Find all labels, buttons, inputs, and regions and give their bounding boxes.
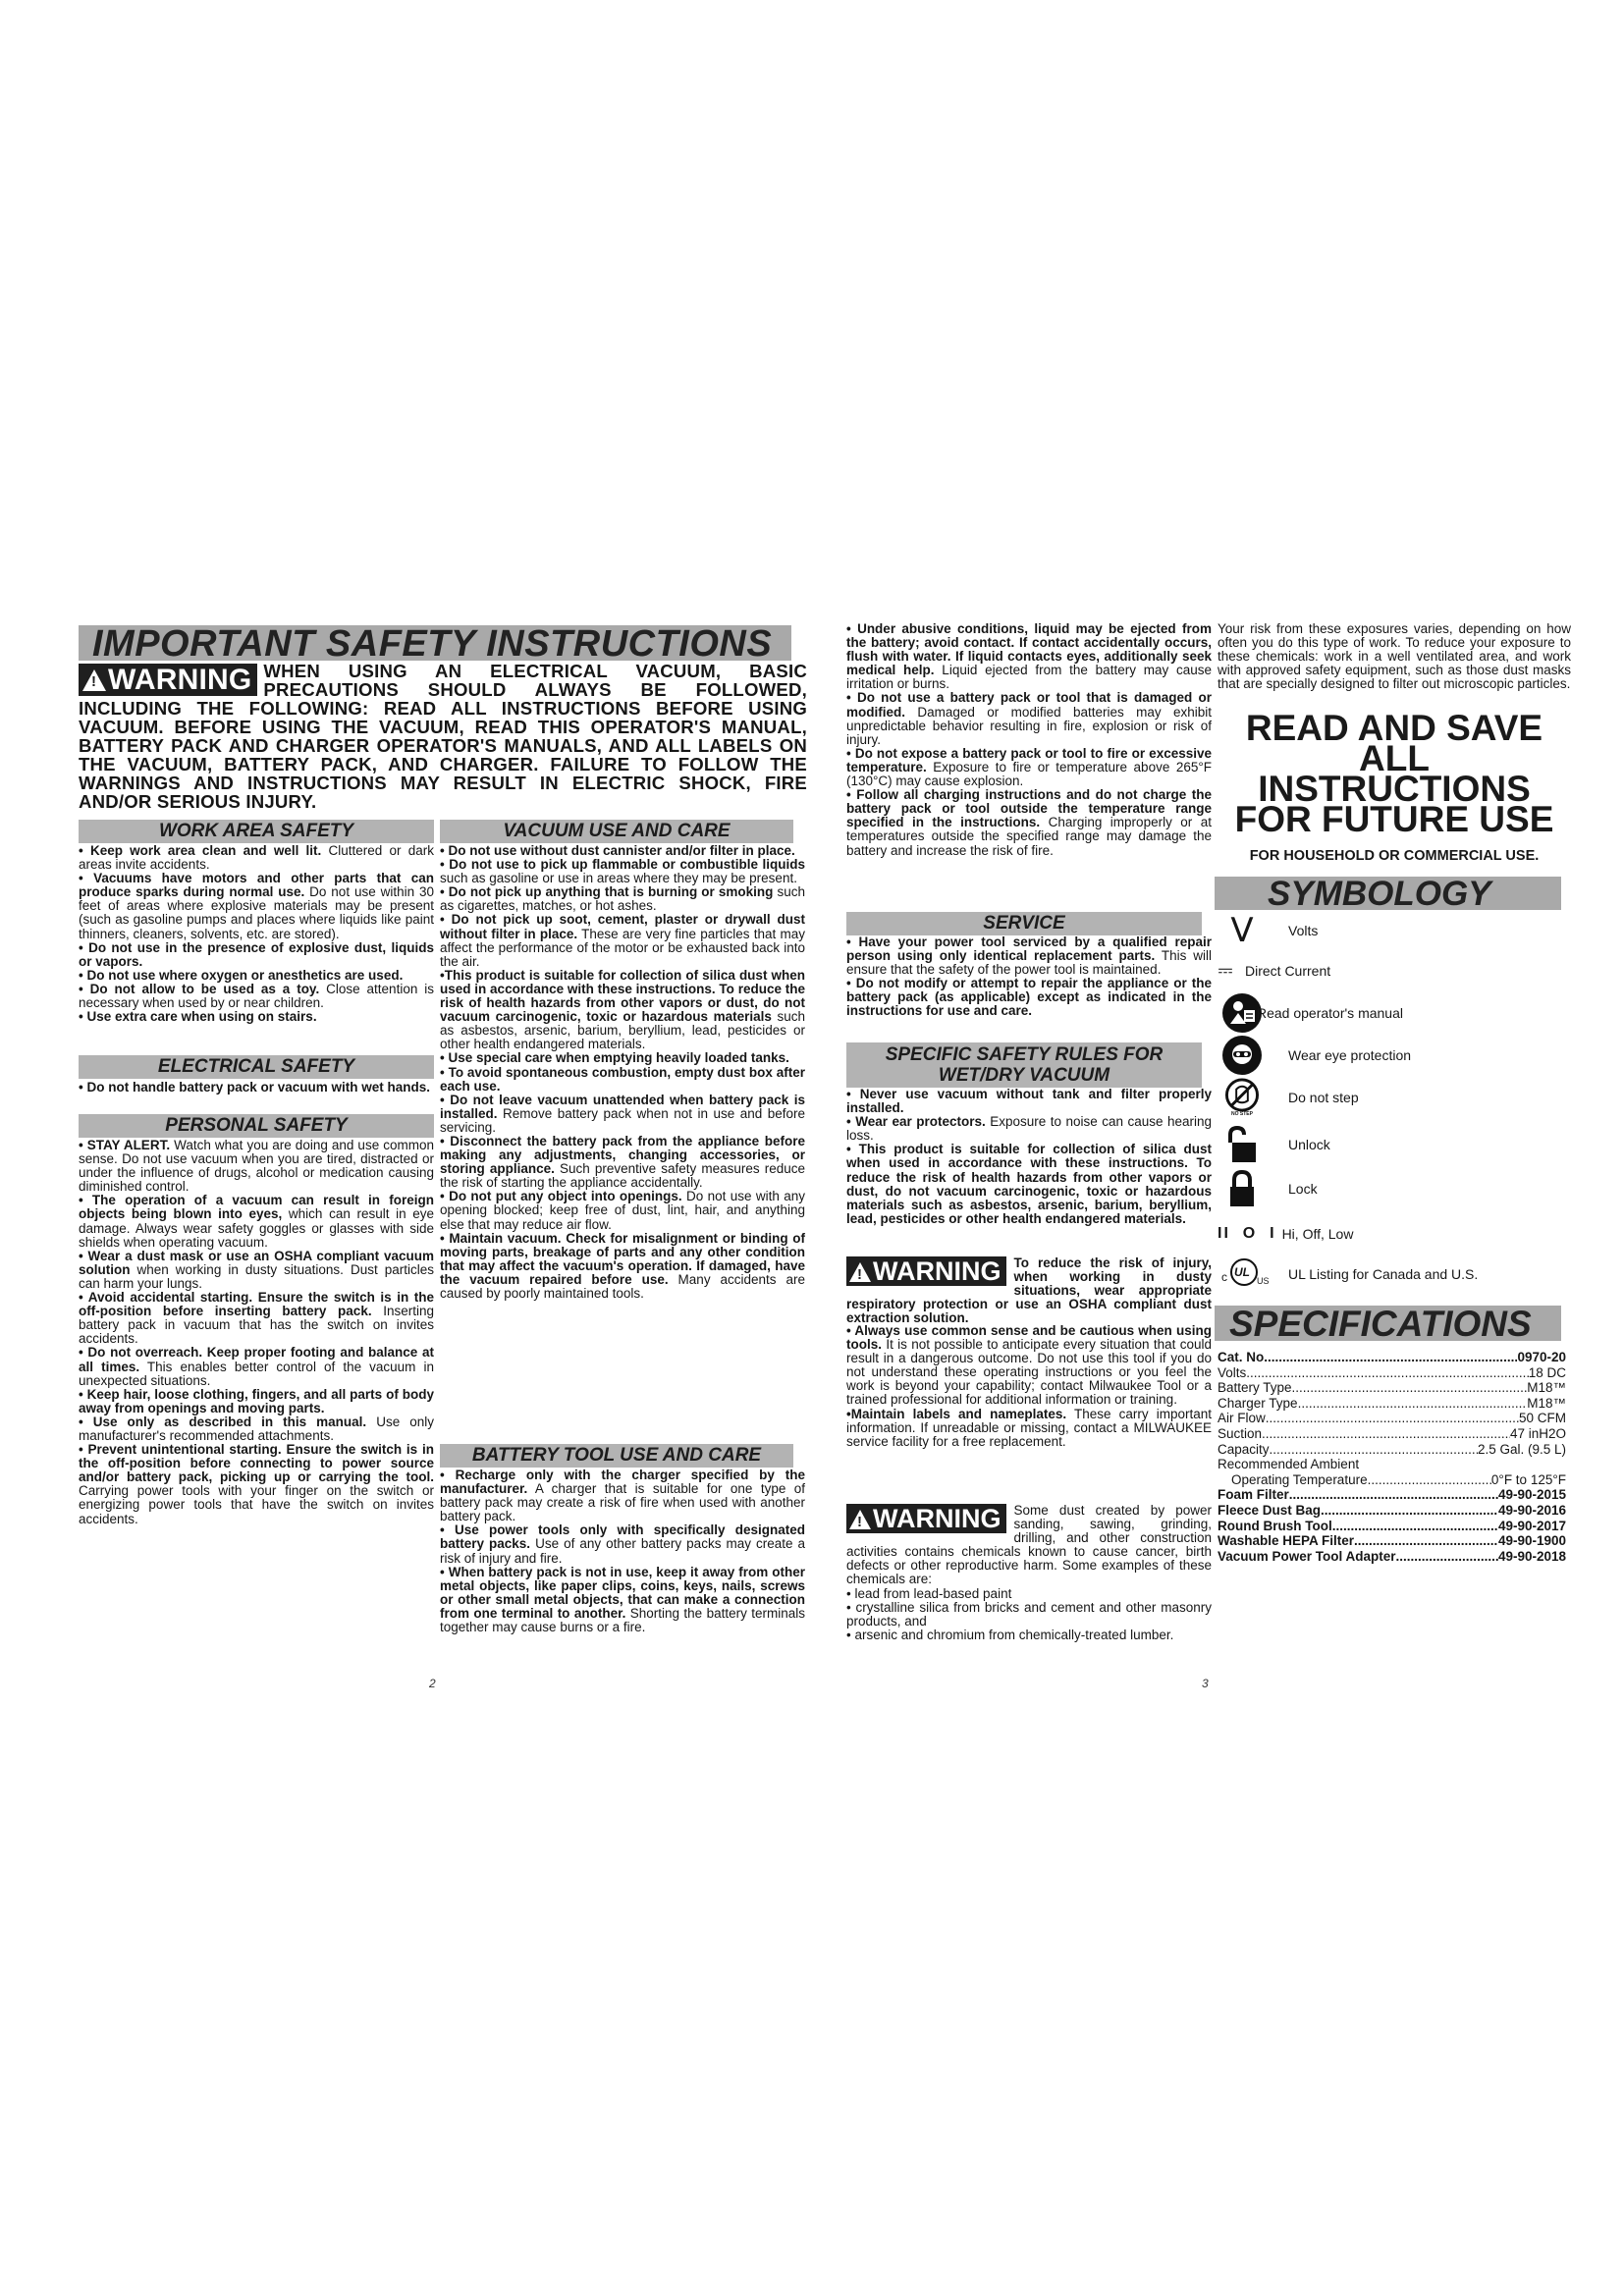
list-item: • Follow all charging instructions and do not charge the battery pack or tool outside the temperature range specified in the instructions. Charging improperly or at temperatures outside the specified range may damage the battery and increase the risk of fire. — [846, 787, 1212, 858]
spec-row: Suction ..... 47 inH2O — [1218, 1426, 1566, 1442]
list-item: •Maintain labels and nameplates. These carry important information. If unreadable or missing, contact a MILWAUKEE service facility for a free replacement. — [846, 1406, 1212, 1449]
list-item: • The operation of a vacuum can result in foreign objects being blown into eyes, which can result in eye damage. Always wear safety goggles or glasses with side shields when operating vacuum. — [79, 1193, 435, 1250]
section-work-area-safety: WORK AREA SAFETY — [79, 820, 434, 843]
spec-row: Volts ..... 18 DC — [1218, 1365, 1566, 1381]
warning-triangle-icon — [82, 669, 106, 691]
list-item: • Do not modify or attempt to repair the appliance or the battery pack (as applicable) except as indicated in the instructions for use and care. — [846, 976, 1212, 1019]
section-specific-safety-rules: SPECIFIC SAFETY RULES FOR WET/DRY VACUUM — [846, 1042, 1202, 1088]
spec-row: Washable HEPA Filter ..... 49-90-1900 — [1218, 1533, 1566, 1549]
spec-row: Vacuum Power Tool Adapter ..... 49-90-2018 — [1218, 1549, 1566, 1565]
list-item: • Do not use where oxygen or anesthetics are used. — [79, 967, 404, 983]
list-item: •This product is suitable for collection of silica dust when used in accordance with these instructions. To reduce the risk of health hazards from other vapors or dust, do not vacuum carcinogenic, toxic or hazardous materials such as asbestos, arsenic, barium, beryllium, lead, pesticides or other health endangered materials. — [440, 967, 805, 1052]
list-item: • Do not put any object into openings. Do not use with any opening blocked; keep free of dust, lint, hair, and anything else that may reduce air flow. — [440, 1189, 805, 1232]
spec-row: Foam Filter ..... 49-90-2015 — [1218, 1487, 1566, 1503]
personal-list — [79, 1139, 434, 1526]
section-battery-tool-use: BATTERY TOOL USE AND CARE — [440, 1444, 793, 1468]
symbol-row: II O I Hi, Off, Low — [1218, 1214, 1353, 1254]
list-item: • Use only as described in this manual. Use only manufacturer's recommended attachments. — [79, 1414, 434, 1443]
list-item: • Keep work area clean and well lit. Cluttered or dark areas invite accidents. — [79, 843, 435, 873]
spec-row: Operating Temperature ..... 0°F to 125°F — [1218, 1472, 1566, 1488]
list-item: • This product is suitable for collection of silica dust when used in accordance with these instructions. To reduce the risk of health hazards from other vapors or dust, do not vacuum carcinogenic, toxic or hazardous materials such as asbestos, arsenic, barium, beryllium, lead, pesticides or other health endangered materials. — [846, 1142, 1212, 1226]
list-item: • Do not use without dust cannister and/or filter in place. — [440, 843, 795, 858]
list-item: • Always use common sense and be cautious when using tools. It is not possible to anticipate every situation that could result in a dangerous outcome. Do not use this tool if you do not understand these operating instructions or you feel the work is beyond your capability; contact Milwaukee Tool or a trained professional for additional information or training. — [846, 1323, 1212, 1408]
spec-row: Fleece Dust Bag ..... 49-90-2016 — [1218, 1503, 1566, 1519]
symbol-row: Lock — [1218, 1169, 1318, 1208]
ul-listing-icon: c UL US — [1218, 1255, 1267, 1294]
page-number: 3 — [1202, 1677, 1209, 1690]
list-item: • Prevent unintentional starting. Ensure the switch is in the off-position before connecting to power source and/or battery pack, picking up or carrying the tool. Carrying power tools with your finger on the switch or energizing power tools that have the switch on invites accidents. — [79, 1442, 434, 1526]
symbol-row: c UL US UL Listing for Canada and U.S. — [1218, 1255, 1478, 1294]
list-item: • Wear ear protectors. Exposure to noise can cause hearing loss. — [846, 1114, 1212, 1144]
list-item: • lead from lead-based paint — [846, 1585, 1012, 1601]
intro-warning-text: !WARNING WHEN USING AN ELECTRICAL VACUUM, BASIC PRECAUTIONS SHOULD ALWAYS BE FOLLOWED, INCLUDING THE FOLLOWING: READ ALL INSTRUCTIONS BEFORE USING VACUUM. BEFORE USING THE VACUUM, READ THIS OPERATOR'S MANUAL, BATTERY PACK AND CHARGER OPERATOR'S MANUALS, AND ALL LABELS ON THE VACUUM, BATTERY PACK, AND CHARGER. FAILURE TO FOLLOW THE WARNINGS AND INSTRUCTIONS MAY RESULT IN ELECTRIC SHOCK, FIRE AND/OR SERIOUS INJURY. — [79, 662, 807, 811]
specific-list-continued — [846, 1324, 1212, 1449]
electrical-list — [79, 1081, 434, 1095]
read-and-save: READ AND SAVE ALL INSTRUCTIONS FOR FUTURE USE — [1234, 708, 1554, 839]
list-item: • Do not expose a battery pack or tool to fire or excessive temperature. Exposure to fire or temperature above 265°F (130°C) may cause explosion. — [846, 745, 1212, 789]
list-item: • Vacuums have motors and other parts that can produce sparks during normal use. Do not use within 30 feet of areas where explosive materials may be present (such as gasoline pumps and places where liquids like paint thinners, cleaners, solvents, etc. are stored). — [79, 871, 434, 941]
list-item: • To avoid spontaneous combustion, empty dust box after each use. — [440, 1064, 805, 1094]
spec-row: Recommended Ambient — [1218, 1457, 1360, 1472]
hi-off-low-symbol: II O I — [1218, 1225, 1276, 1242]
specifications-table — [1218, 1350, 1566, 1564]
chemical-warning-text: Some dust created by power sanding, sawing, grinding, drilling, and other construction activities contains chemicals known to cause cancer, birth defects or other reproductive harm. Some examples of these chemicals are: — [846, 1503, 1212, 1587]
battery-list — [440, 1468, 805, 1634]
warning-triangle-icon — [849, 1510, 871, 1529]
list-item: • Have your power tool serviced by a qualified repair person using only identical replacement parts. This will ensure that the safety of the power tool is maintained. — [846, 934, 1213, 978]
warning-triangle-icon — [849, 1262, 871, 1282]
symbol-row: Read operator's manual — [1218, 993, 1403, 1033]
list-item: • Do not use a battery pack or tool that is damaged or modified. Damaged or modified batteries may exhibit unpredictable behavior resulting in fire, explosion or risk of injury. — [846, 690, 1212, 747]
vacuum-use-list — [440, 844, 805, 1301]
direct-current-symbol — [1218, 951, 1233, 990]
specifications-title: SPECIFICATIONS — [1215, 1306, 1561, 1341]
warning-badge: !WARNING — [846, 1504, 1006, 1533]
list-item: • Never use vacuum without tank and filter properly installed. — [846, 1087, 1212, 1116]
section-electrical-safety: ELECTRICAL SAFETY — [79, 1055, 434, 1079]
symbol-row: NO STEP Do not step — [1218, 1078, 1359, 1117]
spec-row: Battery Type ..... M18™ — [1218, 1380, 1566, 1396]
chemical-list — [846, 1587, 1212, 1642]
specific-list — [846, 1088, 1212, 1226]
list-item: • Wear a dust mask or use an OSHA compliant vacuum solution when working in dusty situations. Dust particles can harm your lungs. — [79, 1248, 434, 1291]
spec-row: Capacity ..... 2.5 Gal. (9.5 L) — [1218, 1442, 1566, 1458]
section-vacuum-use-and-care: VACUUM USE AND CARE — [440, 820, 793, 843]
list-item: • Keep hair, loose clothing, fingers, and all parts of body away from openings and moving parts. — [79, 1386, 434, 1415]
work-area-list — [79, 844, 434, 1024]
list-item: • Do not handle battery pack or vacuum with wet hands. — [79, 1080, 431, 1095]
symbol-row: V Volts — [1218, 911, 1318, 950]
unlock-icon — [1218, 1125, 1267, 1164]
risk-text: Your risk from these exposures varies, depending on how often you do this type of work. To reduce your exposure to these chemicals: work in a well ventilated area, and work with approved safety equipment, such as those dust masks that are specially designed to filter out microscopic particles. — [1218, 621, 1571, 692]
list-item: • Recharge only with the charger specified by the manufacturer. A charger that is suitable for one type of battery pack may create a risk of fire when used with another battery pack. — [440, 1468, 805, 1524]
lock-icon — [1218, 1169, 1267, 1208]
symbol-row: Direct Current — [1218, 951, 1330, 990]
section-personal-safety: PERSONAL SAFETY — [79, 1114, 434, 1138]
list-item: • Do not use in the presence of explosive dust, liquids or vapors. — [79, 939, 434, 969]
symbol-row: Unlock — [1218, 1125, 1330, 1164]
section-service: SERVICE — [846, 912, 1202, 935]
list-item: • When battery pack is not in use, keep it away from other metal objects, like paper clips, coins, keys, nails, screws or other small metal objects, that can make a connection from one terminal to another. Shorting the battery terminals together may cause burns or a fire. — [440, 1564, 805, 1635]
list-item: • Do not pick up anything that is burning or smoking such as cigarettes, matches, or hot ashes. — [440, 884, 805, 914]
list-item: • Do not overreach. Keep proper footing and balance at all times. This enables better control of the vacuum in unexpected situations. — [79, 1345, 434, 1388]
spec-row: Round Brush Tool ..... 49-90-2017 — [1218, 1519, 1566, 1534]
household-note: FOR HOUSEHOLD OR COMMERCIAL USE. — [1249, 848, 1540, 864]
warning-badge: !WARNING — [846, 1256, 1006, 1286]
list-item: • Avoid accidental starting. Ensure the switch is in the off-position before inserting battery pack. Inserting battery pack in vacuum that has the switch on invites accidents. — [79, 1290, 434, 1347]
list-item: • Use special care when emptying heavily loaded tanks. — [440, 1050, 789, 1066]
dust-warning-text: To reduce the risk of injury, when working in dusty situations, wear appropriate respiratory protection or use an OSHA compliant dust extraction solution. — [846, 1255, 1212, 1326]
list-item: • Do not leave vacuum unattended when battery pack is installed. Remove battery pack when not in use and before servicing. — [440, 1092, 805, 1135]
symbology-title: SYMBOLOGY — [1215, 877, 1561, 910]
list-item: • Do not use to pick up flammable or combustible liquids such as gasoline or use in areas where they may be present. — [440, 857, 805, 886]
volts-symbol: V — [1230, 911, 1254, 950]
list-item: • arsenic and chromium from chemically-treated lumber. — [846, 1627, 1174, 1642]
list-item: • Under abusive conditions, liquid may be ejected from the battery; avoid contact. If contact accidentally occurs, flush with water. If liquid contacts eyes, additionally seek medical help. Liquid ejected from the battery may cause irritation or burns. — [846, 621, 1212, 692]
chemical-warning — [846, 1504, 1212, 1642]
list-item: • Use extra care when using on stairs. — [79, 1009, 317, 1025]
no-step-icon: NO STEP — [1218, 1078, 1267, 1117]
list-item: • crystalline silica from bricks and cement and other masonry products, and — [846, 1599, 1212, 1629]
service-list — [846, 935, 1212, 1019]
battery-list-continued — [846, 622, 1212, 858]
intro-warning — [79, 662, 807, 811]
spec-row: Charger Type ..... M18™ — [1218, 1396, 1566, 1412]
list-item: • Do not allow to be used as a toy. Close attention is necessary when used by or near children. — [79, 981, 434, 1011]
page-number: 2 — [429, 1677, 436, 1690]
page-title: IMPORTANT SAFETY INSTRUCTIONS — [79, 625, 791, 661]
eye-protection-icon — [1218, 1036, 1267, 1075]
list-item: • Do not pick up soot, cement, plaster or drywall dust without filter in place. These are very fine particles that may affect the performance of the motor or be exhausted back into the air. — [440, 912, 805, 969]
list-item: • Use power tools only with specifically designated battery packs. Use of any other battery packs may create a risk of injury and fire. — [440, 1522, 805, 1566]
spec-row: Air Flow ..... 50 CFM — [1218, 1411, 1566, 1426]
spec-row: Cat. No. ..... 0970-20 — [1218, 1350, 1566, 1365]
list-item: • Disconnect the battery pack from the appliance before making any adjustments, changing accessories, or storing appliance. Such preventive safety measures reduce the risk of starting the appliance accidentally. — [440, 1133, 805, 1191]
warning-badge: !WARNING — [79, 664, 257, 696]
list-item: • STAY ALERT. Watch what you are doing and use common sense. Do not use vacuum when you are tired, distracted or under the influence of drugs, alcohol or medication causing diminished control. — [79, 1138, 434, 1195]
dust-warning — [846, 1256, 1212, 1325]
symbol-row: Wear eye protection — [1218, 1036, 1411, 1075]
list-item: • Maintain vacuum. Check for misalignment or binding of moving parts, breakage of parts and any other condition that may affect the vacuum's operation. If damaged, have the vacuum repaired before use. Many accidents are caused by poorly maintained tools. — [440, 1230, 805, 1301]
